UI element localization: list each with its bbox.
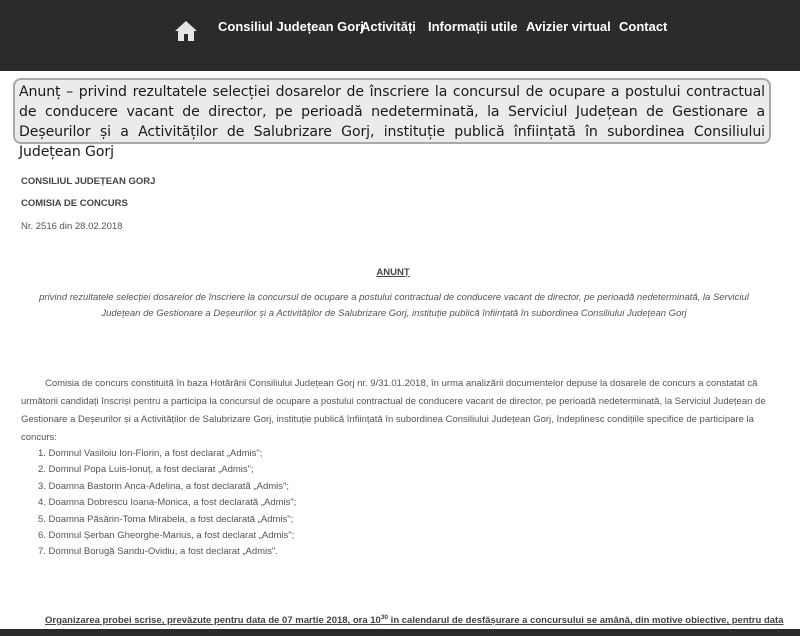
postponement-text-1: Organizarea probei scrise, prevăzute pentru data de 07 martie 2018, ora 10 bbox=[45, 615, 381, 627]
list-item: 5. Doamna Păsărin-Toma Mirabela, a fost declarată „Admis"; bbox=[38, 513, 294, 525]
nav-contact[interactable]: Contact bbox=[619, 19, 668, 34]
nav-informatii-utile[interactable]: Informații utile bbox=[428, 19, 518, 34]
list-item: 2. Domnul Popa Luis-Ionuț, a fost declarat „Admis"; bbox=[38, 464, 254, 476]
list-item: 4. Doamna Dobrescu Ioana-Monica, a fost declarată „Admis"; bbox=[38, 497, 297, 509]
postponement-text-2: în calendarul de desfășurare a concursului se amână, din motive obiective, pentru data bbox=[388, 615, 784, 627]
home-icon[interactable] bbox=[174, 20, 198, 42]
commission-paragraph: Comisia de concurs constituită în baza Hotărârii Consiliului Județean Gorj nr. 9/31.01.2018, în urma analizării documentelor depuse la dosarele de concurs a constatat că următorii candidați înscriși pentru a participa la concursul de ocupare a postului contractual de conducere vacant de director, pe perioadă nedeterminată, la Serviciul Județean de Gestionare a Deșeurilor și a Activităților de Salubrizare Gorj, instituție publică înființată în subordinea Consiliului Județean Gorj, îndeplinesc condițiile specifice de participare la concurs: bbox=[21, 378, 766, 443]
bottom-bar bbox=[0, 629, 800, 636]
list-item: 7. Domnul Borugă Sandu-Ovidiu, a fost declarat „Admis". bbox=[38, 546, 278, 558]
nav-activitati[interactable]: Activități bbox=[361, 19, 416, 34]
candidate-list bbox=[38, 446, 296, 561]
registration-number: Nr. 2516 din 28.02.2018 bbox=[21, 221, 123, 232]
commission-name: COMISIA DE CONCURS bbox=[21, 198, 128, 209]
announcement-title: Anunț – privind rezultatele selecției dosarelor de înscriere la concursul de ocupare a postului contractual de conducere vacant de director, pe perioadă nedeterminată, la Serviciul Județean de Gestionare a Deșeurilor și a Activităților de Salubrizare Gorj, instituție publică înființată în subordinea Consiliului Județean Gorj bbox=[19, 84, 765, 160]
postponement-notice bbox=[45, 614, 785, 626]
anunt-heading: ANUNȚ bbox=[376, 267, 410, 278]
list-item: 1. Domnul Vasiloiu Ion-Florin, a fost declarat „Admis"; bbox=[38, 448, 263, 459]
list-item: 3. Doamna Bastorin Anca-Adelina, a fost declarată „Admis"; bbox=[38, 480, 290, 492]
nav-consiliul-judetean[interactable]: Consiliul Județean Gorj bbox=[218, 19, 364, 34]
top-navbar bbox=[0, 0, 800, 71]
postponement-time-sup: 30 bbox=[380, 614, 389, 621]
list-item: 6. Domnul Șerban Gheorghe-Marius, a fost declarat „Admis"; bbox=[38, 530, 295, 542]
nav-avizier-virtual[interactable]: Avizier virtual bbox=[526, 19, 611, 34]
announcement-title-box bbox=[13, 78, 771, 160]
institution-name: CONSILIUL JUDEȚEAN GORJ bbox=[21, 176, 156, 187]
anunt-subtitle: privind rezultatele selecției dosarelor de înscriere la concursul de ocupare a postului contractual de conducere vacant de director, pe perioadă nedeterminată, la Serviciul Județean de Gestionare a Deșeurilor și a Activităților de Salubrizare Gorj, instituție publică înființată în subordinea Consiliului Județean Gorj bbox=[39, 292, 749, 319]
